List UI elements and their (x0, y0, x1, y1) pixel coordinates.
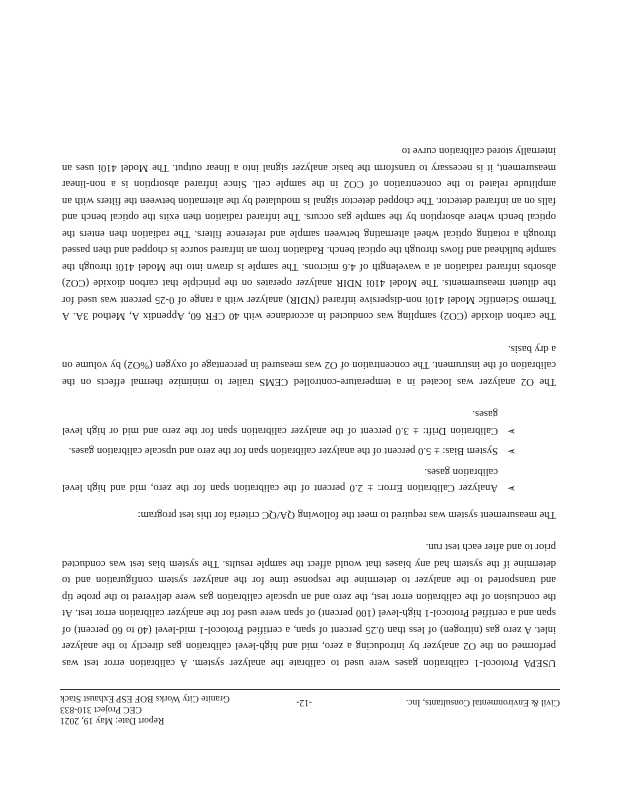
criteria-text: System Bias: ± 5.0 percent of the analyzer calibration span for the zero and upscale calibration gases. (68, 445, 498, 457)
report-date: Report Date: May 19, 2021 (60, 715, 165, 725)
criteria-item-system-bias (62, 442, 556, 459)
arrow-bullet-icon: ➢ (507, 482, 516, 494)
page-header (60, 692, 560, 732)
arrow-bullet-icon: ➢ (507, 445, 516, 457)
page-number: -12- (296, 697, 312, 707)
criteria-text: Calibration Drift: ± 3.0 percent of the analyzer calibration span for the zero and mid or high level gases. (62, 408, 498, 436)
report-info (60, 692, 230, 725)
criteria-text: Analyzer Calibration Error: ± 2.0 percent of the calibration span for the zero, mid and high level calibration gases. (62, 466, 498, 494)
criteria-intro-paragraph: The measurement system was required to meet the following QA/QC criteria for this test program: (137, 509, 556, 520)
company-name: Civil & Environmental Consultants, Inc. (405, 697, 560, 707)
arrow-bullet-icon: ➢ (507, 425, 516, 436)
calibration-intro-paragraph: USEPA Protocol-1 calibration gases were used to calibrate the analyzer system. A calibration error test was performed on the O2 analyzer by introducing a zero, mid and high-level calibration gas directly to the analyzer inlet. A zero gas (nitrogen) of less than 0.25 percent of span, a certified Protocol-1 mid-level (40 to 60 percent) of span and a certified Protocol-1 high-level (100 percent) of span were used for the analyzer calibration error test. At the conclusion of the calibration error test, the zero and an upscale calibration gas were delivered to the probe tip and transported to the analyzer to determine the response time for the analyzer system configuration and to determine if the system had any biases that would affect the sample results. The system bias test was conducted prior to and after each test run. (62, 541, 556, 668)
facility-name: Granite City Works BOF ESP Exhaust Stack (60, 693, 230, 703)
criteria-item-calibration-error (62, 463, 556, 496)
body-text (62, 126, 556, 670)
header-divider (60, 689, 560, 690)
criteria-item-calibration-drift (62, 405, 556, 438)
project-number: CEC Project 310-833 (60, 704, 142, 714)
o2-analyzer-paragraph: The O2 analyzer was located in a temperature-controlled CEMS trailer to minimize thermal effects on the calibration of the instrument. The concentration of O2 was measured in percentage of oxygen (%O2) by volume on a dry basis. (62, 343, 556, 387)
qa-criteria-list (62, 405, 556, 496)
co2-method-paragraph: The carbon dioxide (CO2) sampling was conducted in accordance with 40 CFR 60, Appendix A, Method 3A. A Thermo Scientific Model 410i non-dispersive infrared (NDIR) analyzer with a range of 0-25 percent was used for the diluent measurements. The Model 410i NDIR analyzer operates on the principle that carbon dioxide (CO2) absorbs infrared radiation at a wavelength of 4.6 microns. The sample is drawn into the Model 410i through the sample bulkhead and flows through the optical bench. Radiation from an infrared source is chopped and then passed through a rotating optical wheel alternating between sample and reference filters. The radiation then enters the optical bench where absorption by the sample gas occurs. The infrared radiation then exits the optical bench and falls on an infrared detector. The chopped detector signal is modulated by the alternation between the filters with an amplitude related to the concentration of CO2 in the sample cell. Since infrared absorption is a non-linear measurement, it is necessary to transform the basic analyzer signal into a linear output. The Model 410i uses an internally stored calibration curve to (62, 145, 556, 322)
